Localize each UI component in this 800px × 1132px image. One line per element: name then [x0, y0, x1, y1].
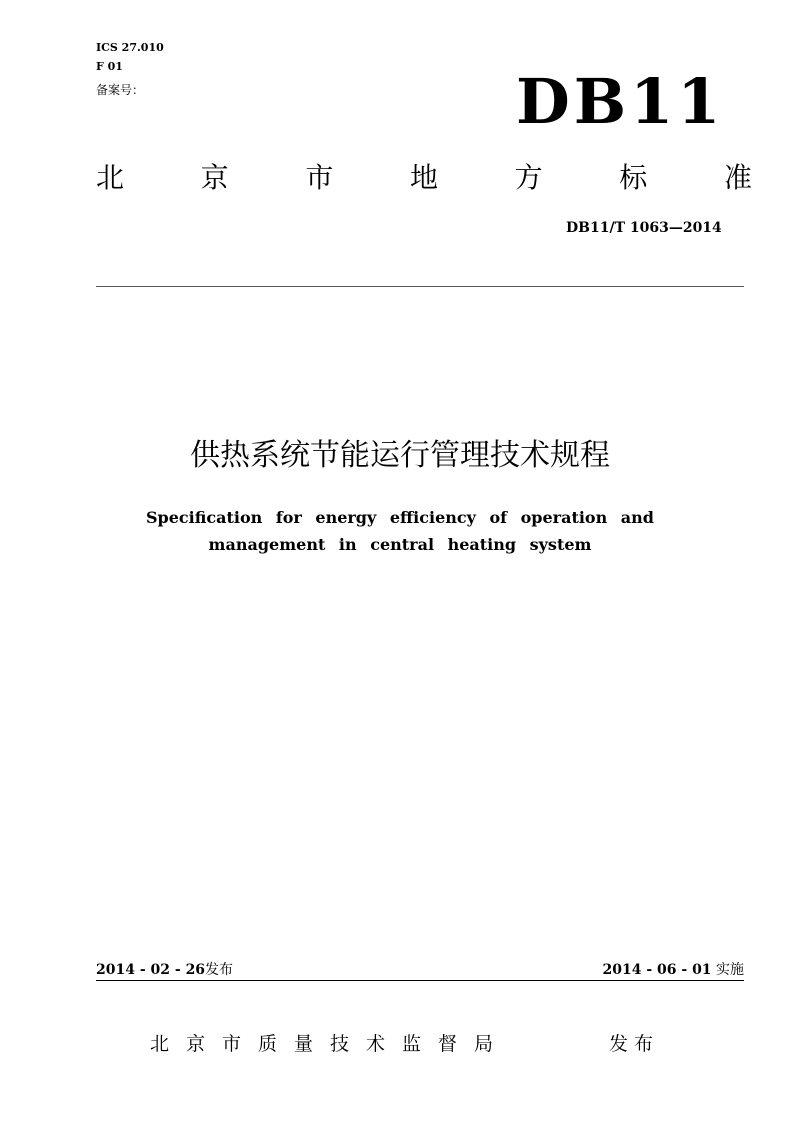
- top-divider: [96, 286, 744, 287]
- bottom-divider: [96, 980, 744, 981]
- category-code: F 01: [96, 60, 123, 73]
- heading-char: 市: [305, 161, 334, 194]
- implement-label: 实施: [716, 962, 744, 978]
- document-title-chinese: 供热系统节能运行管理技术规程: [190, 438, 610, 473]
- heading-char: 京: [200, 161, 229, 194]
- implement-date: 2014 - 06 - 01: [602, 962, 712, 978]
- publisher-name: 北京市质量技术监督局: [150, 1033, 511, 1055]
- standard-number: DB11/T 1063—2014: [566, 220, 722, 236]
- heading-char: 地: [409, 161, 438, 194]
- heading-char: 方: [514, 161, 543, 194]
- heading-char: 准: [723, 161, 752, 194]
- standard-code-logo: DB11: [516, 65, 725, 138]
- english-title-line-1: Specification for energy efficiency of operation and: [146, 508, 654, 527]
- implement-date-block: [603, 960, 745, 980]
- english-title-line-2: management in central heating system: [208, 535, 592, 554]
- record-number-label: 备案号：: [96, 83, 145, 97]
- heading-char: 标: [619, 161, 648, 194]
- issue-label: 发布: [205, 962, 234, 978]
- heading-char: 北: [96, 161, 125, 194]
- issue-date: 2014 - 02 - 26: [96, 962, 206, 978]
- issue-date-block: [96, 960, 233, 980]
- ics-code: ICS 27.010: [96, 41, 164, 54]
- document-title-english: [100, 504, 700, 558]
- local-standard-heading: [96, 158, 752, 198]
- publish-label: 发布: [609, 1033, 660, 1055]
